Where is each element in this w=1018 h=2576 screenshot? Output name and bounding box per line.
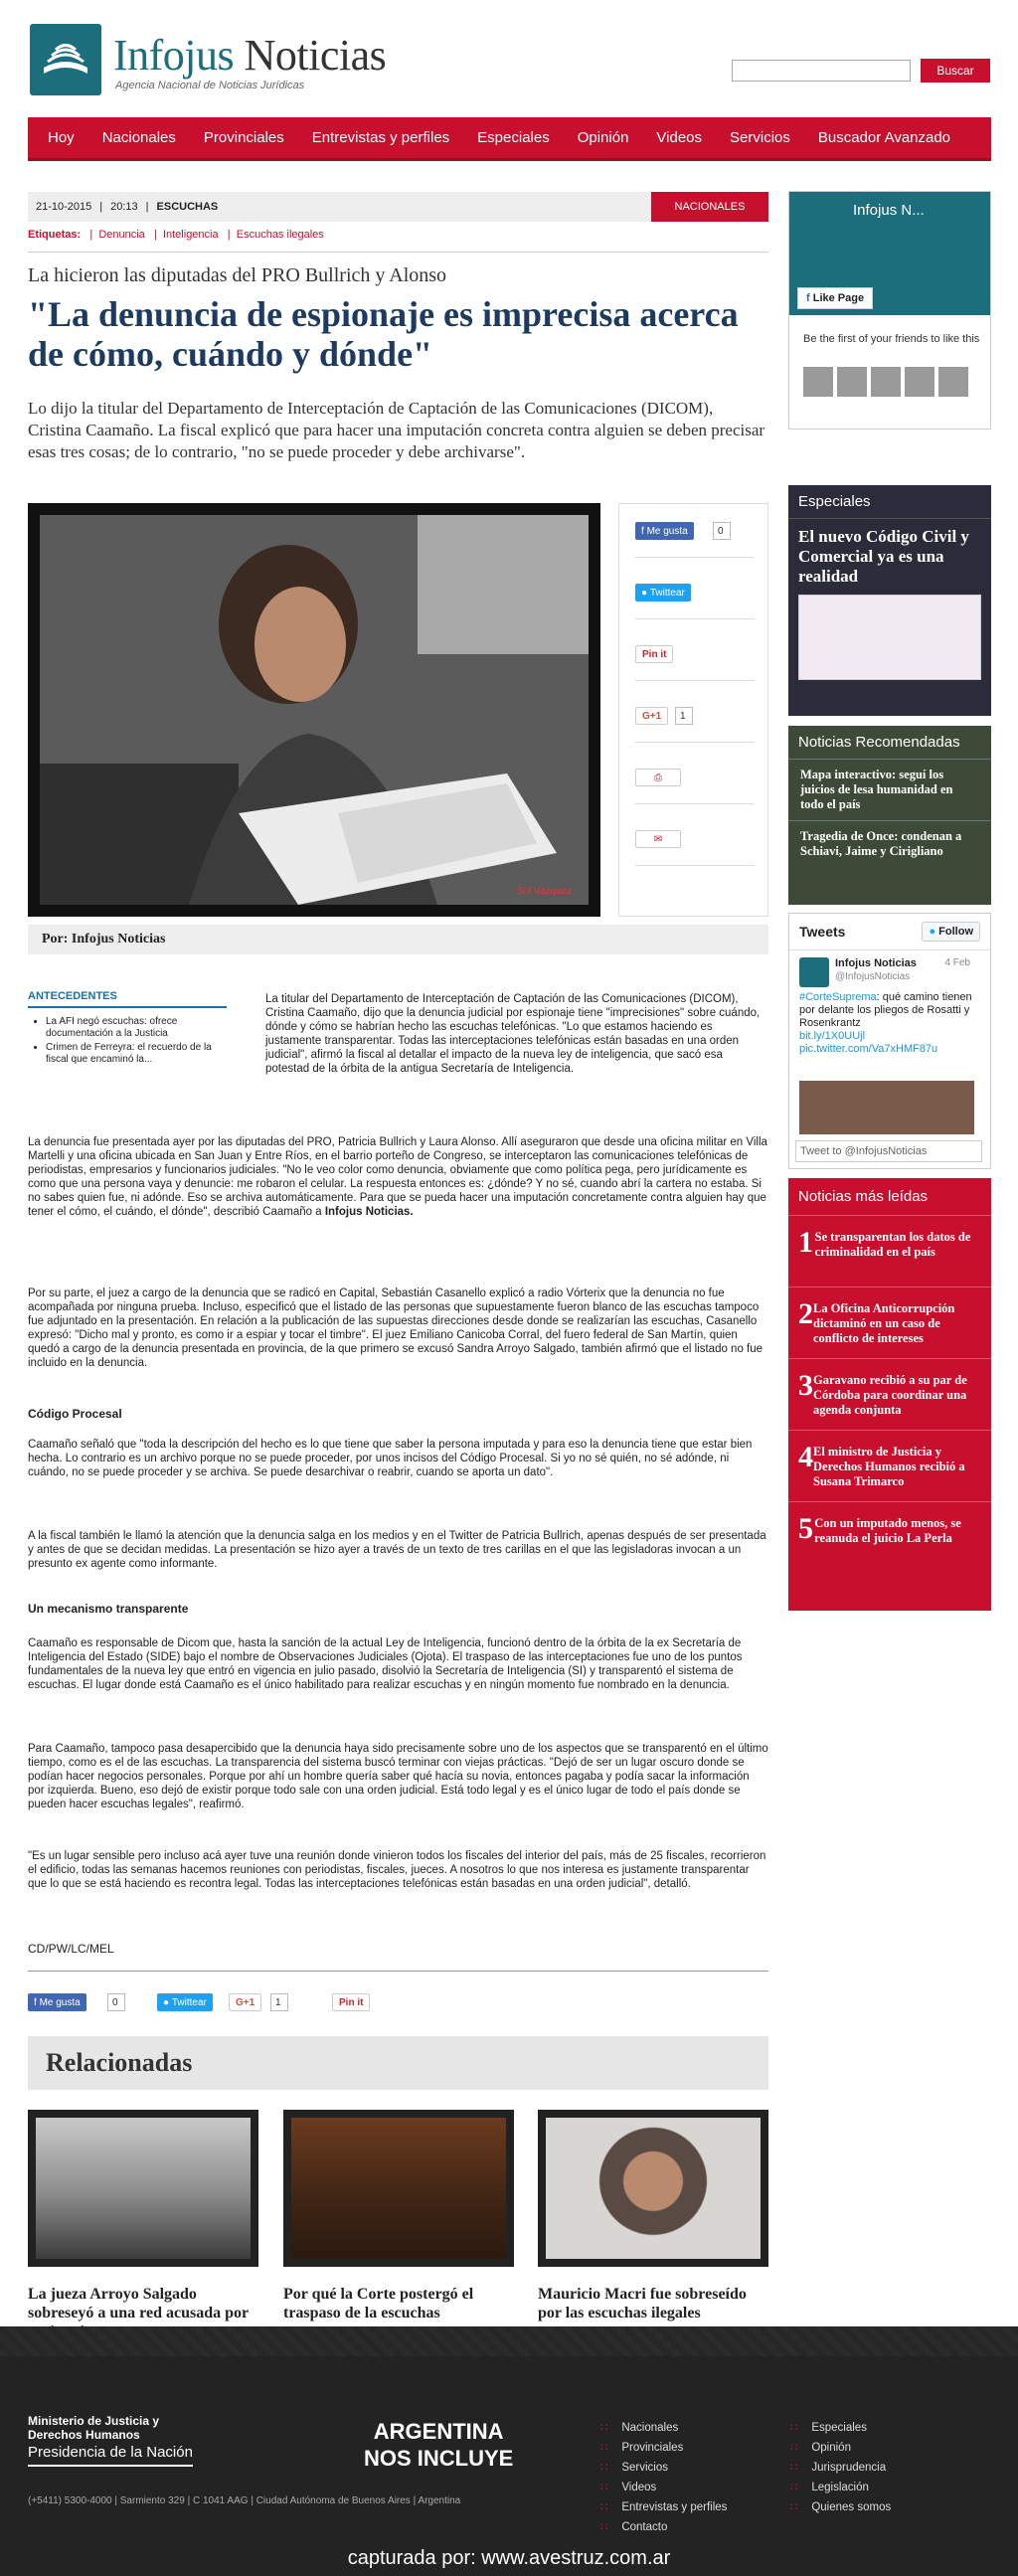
tweet-to-input[interactable]: Tweet to @InfojusNoticias — [795, 1140, 982, 1162]
article-subhead: Un mecanismo transparente — [28, 1602, 189, 1616]
mas-leida-item[interactable]: 3 Garavano recibió a su par de Córdoba para coordinar una agenda conjunta — [788, 1359, 991, 1431]
gplus-button[interactable]: G+1 — [635, 707, 668, 725]
article-paragraph: La titular del Departamento de Interceptación de Captación de las Comunicaciones (DICOM), Cristina Caamaño, dijo que la denuncia judicial por espionaje tiene "imprecisiones" sobre cuándo, dónde y cómo se habrían hecho las escuchas telefónicas. "Lo que estamos haciendo es justamente transparentar. Todas las interceptaciones telefónicas están basadas en una orden judicial", afirmó la fiscal al detallar el impacto de la nueva ley de inteligencia, que sacó esa potestad de la órbita de la antigua Secretaría de Inteligencia. — [265, 993, 761, 1075]
pinterest-button[interactable]: Pin it — [635, 645, 673, 663]
section-tag[interactable]: NACIONALES — [651, 192, 768, 222]
pinterest-button[interactable]: Pin it — [332, 1993, 370, 2011]
facebook-friend-avatars — [803, 367, 968, 397]
twitter-share-button[interactable]: ● Twittear — [635, 584, 691, 601]
mas-leida-item[interactable]: 4 El ministro de Justicia y Derechos Humanos recibió a Susana Trimarco — [788, 1431, 991, 1502]
mas-leida-item[interactable]: 1 Se transparentan los datos de criminalidad en el país — [788, 1216, 991, 1288]
article-paragraph: Caamaño es responsable de Dicom que, hasta la sanción de la actual Ley de Inteligencia, funcionó dentro de la órbita de la ex Secretaría de Inteligencia del Estado (SIDE) bajo el nombre de Observaciones Judiciales (Ojota). El traspaso de las interceptaciones fue uno de los puntos fundamentales de la nueva ley que entró en vigencia en julio pasado, disolvió la Secretaría de Inteligencia (SI) y transparentó el sistema de escuchas. El lugar donde está Caamaño es el único habilitado para realizar escuchas y en ningún momento fue nombrado en la denuncia. — [28, 1637, 743, 1691]
related-image[interactable] — [28, 2110, 258, 2267]
nav-item-especiales[interactable]: Especiales — [477, 129, 550, 146]
tag-link[interactable]: Escuchas ilegales — [236, 229, 324, 241]
gplus-button[interactable]: G+1 — [229, 1993, 261, 2011]
related-card[interactable] — [28, 2110, 258, 2341]
facebook-like-page-button[interactable]: f Like Page — [797, 287, 873, 309]
nav-item-hoy[interactable]: Hoy — [48, 129, 75, 146]
avatar[interactable] — [871, 367, 901, 397]
avatar[interactable] — [837, 367, 867, 397]
related-card[interactable] — [538, 2110, 768, 2322]
tweets-title: Tweets — [799, 924, 846, 940]
mas-leidas-title: Noticias más leídas — [788, 1178, 991, 1216]
especiales-box — [788, 485, 991, 716]
search-button[interactable]: Buscar — [921, 59, 990, 83]
nav-item-entrevistas[interactable]: Entrevistas y perfiles — [311, 129, 450, 146]
twitter-icon: ● — [641, 587, 650, 599]
recomendada-link[interactable]: Tragedia de Once: condenan a Schiavi, Jaime y Cirigliano — [800, 829, 962, 858]
photo-credit: Sol Vazquez. — [516, 886, 575, 897]
facebook-icon: f — [641, 525, 647, 537]
article-paragraph: Por su parte, el juez a cargo de la denuncia que se radicó en Capital, Sebastián Casanello explicó a radio Vórterix que la denuncia no fue acompañada por ninguna prueba. Incluso, especificó que el listado de las personas que supuestamente fueron blanco de las escuchas tampoco fue adjuntado en la presentación. En relación a la publicación de las supuestas direcciones desde donde se realizarían las escuchas, Casanello expresó: "Dicho mal y pronto, es como ir a espiar y tocar el timbre". El juez Emiliano Canicoba Corral, del fuero federal de San Martín, quien quedó a cargo de la denuncia presentada en provincia, de la que primero se excusó Sandra Arroyo Salgado, también afirmó que el listado no fue incluido en la denuncia. — [28, 1288, 764, 1369]
footer-links-col1 — [600, 2418, 727, 2537]
nav-item-nacionales[interactable]: Nacionales — [101, 129, 176, 146]
avatar[interactable] — [803, 367, 833, 397]
footer-link[interactable]: ∷ Contacto — [600, 2517, 727, 2537]
logo-title[interactable]: Infojus Noticias — [113, 31, 387, 80]
tags-label: Etiquetas: — [28, 229, 82, 241]
article-photo — [28, 503, 600, 917]
facebook-friends-text: Be the first of your friends to like this — [803, 333, 980, 345]
facebook-like-button[interactable]: f Me gusta — [28, 1993, 86, 2011]
main-nav — [28, 117, 991, 161]
logo-book-icon[interactable] — [30, 24, 101, 95]
footer-link[interactable]: ∷ Videos — [600, 2478, 727, 2497]
facebook-icon: f — [34, 1996, 40, 2008]
related-image[interactable] — [538, 2110, 768, 2267]
email-icon[interactable]: ✉ — [635, 830, 681, 848]
footer-link[interactable]: ∷ Servicios — [600, 2458, 727, 2478]
footer-presidency[interactable]: Presidencia de la Nación — [28, 2444, 193, 2467]
facebook-page-name[interactable]: Infojus N... — [853, 202, 925, 219]
divider — [28, 1971, 768, 1972]
mas-leida-item[interactable]: 5 Con un imputado menos, se reanuda el juicio La Perla — [798, 1512, 961, 1545]
gplus-count: 1 — [675, 707, 693, 725]
related-image[interactable] — [283, 2110, 514, 2267]
print-icon[interactable]: ⎙ — [635, 769, 681, 786]
especiales-title: Especiales — [788, 485, 991, 519]
tweet-author[interactable]: Infojus Noticias — [835, 957, 917, 969]
footer-links-col2 — [790, 2418, 891, 2517]
twitter-widget — [788, 913, 991, 1169]
article-paragraph: Caamaño señaló que "toda la descripción del hecho es lo que tiene que saber la persona imputada y para eso la denuncia tiene que estar bien hecha. Lo contrario es un archivo porque no se puede proceder, por unos incisos del Código Procesal. Si yo no sé quién, no sé adónde, ni cuándo, no se puede proceder y se archiva. Se puede desarchivar o reabrir, cuando se aporta un dato". — [28, 1439, 753, 1478]
facebook-icon: f — [806, 292, 813, 304]
share-row-facebook — [635, 512, 755, 558]
recomendada-link[interactable]: Mapa interactivo: seguí los juicios de lesa humanidad en todo el país — [788, 760, 991, 821]
article-paragraph: Para Caamaño, tampoco pasa desapercibido que la denuncia haya sido precisamente sobre uno de los aspectos que se transparentó en el último tiempo, como es el de las escuchas. La transparencia del sistema buscó terminar con viejas prácticas. "Dejó de ser un lugar oscuro donde se podían hacer negocios personales. Porque por ahí un hombre quería saber qué hacía su novia, entonces pagaba y podía sacar la información por izquierda. Bueno, eso dejó de existir porque todo sale con una orden judicial. Está todo legal y es el único lugar de todo el país donde se pueden hacer escuchas legales", reafirmó. — [28, 1743, 768, 1810]
article-byline: Por: Infojus Noticias — [28, 925, 768, 954]
antecedente-link[interactable]: Crimen de Ferreyra: el recuerdo de la fiscal que encaminó la... — [46, 1042, 212, 1065]
footer-link[interactable]: ∷ Entrevistas y perfiles — [600, 2497, 727, 2517]
avatar[interactable] — [938, 367, 968, 397]
photo-image — [40, 515, 589, 905]
twitter-follow-button[interactable]: ● Follow — [922, 922, 980, 942]
article-headline: "La denuncia de espionaje es imprecisa acerca de cómo, cuándo y dónde" — [28, 294, 739, 374]
article-lead: Lo dijo la titular del Departamento de Interceptación de Captación de las Comunicaciones (DICOM), Cristina Caamaño. La fiscal explicó que para hacer una imputación concreta contra alguien se deben precisar esas tres cosas; de lo contrario, "no se puede proceder y debe archivarse". — [28, 399, 765, 461]
footer-ministry[interactable]: Ministerio de Justicia y Derechos Humanos — [28, 2414, 160, 2442]
share-row-twitter — [635, 574, 755, 619]
mas-leida-item[interactable]: 2 La Oficina Anticorrupción dictaminó en un caso de conflicto de intereses — [788, 1288, 991, 1359]
twitter-share-button[interactable]: ● Twittear — [157, 1993, 213, 2011]
facebook-like-count: 0 — [713, 522, 731, 540]
facebook-like-button[interactable]: f Me gusta — [635, 522, 694, 540]
tweet-handle[interactable]: @InfojusNoticias — [835, 971, 911, 982]
share-row-email — [635, 820, 755, 866]
footer-link[interactable]: ∷ Legislación — [790, 2478, 891, 2497]
nav-item-buscador[interactable]: Buscador Avanzado — [817, 129, 951, 146]
share-row-print — [635, 759, 755, 804]
article-subhead: Código Procesal — [28, 1407, 122, 1421]
related-title: Relacionadas — [28, 2036, 768, 2090]
avatar[interactable] — [905, 367, 934, 397]
logo-subtitle: Agencia Nacional de Noticias Jurídicas — [115, 80, 305, 91]
nav-item-provinciales[interactable]: Provinciales — [203, 129, 284, 146]
nav-item-opinion[interactable]: Opinión — [577, 129, 629, 146]
tweet-image[interactable] — [799, 1081, 974, 1134]
antecedentes-title: ANTECEDENTES — [28, 990, 227, 1008]
bottom-share-bar — [28, 1991, 768, 2015]
tag-link[interactable]: Inteligencia — [162, 229, 219, 241]
footer-link[interactable]: ∷ Provinciales — [600, 2438, 727, 2458]
share-box — [618, 503, 768, 917]
nav-item-videos[interactable]: Videos — [656, 129, 703, 146]
article-time: 20:13 — [110, 201, 138, 213]
antecedente-link[interactable]: La AFI negó escuchas: ofrece documentación a la Justicia — [46, 1016, 178, 1039]
article-signoff: CD/PW/LC/MEL — [28, 1942, 114, 1956]
article-section-label: ESCUCHAS — [156, 201, 219, 213]
search-input[interactable] — [732, 60, 911, 82]
especiales-image[interactable] — [798, 595, 981, 680]
article-paragraph: La denuncia fue presentada ayer por las diputadas del PRO, Patricia Bullrich y Laura Alonso. Allí aseguraron que desde una oficina militar en Villa Martelli y una oficina ubicada en San Juan y Entre Ríos, en el barrio porteño de Congreso, se interceptaron las comunicaciones telefónicas de periodistas, empresarios y funcionarios judiciales. "No le veo color como denuncia, obviamente que como política pega, pero jurídicamente es como que una persona vaya y denuncie: me robaron el celular. La respuesta entonces es: ¿dónde? Y no sé, cuando abrí la cartera no estaba. Si no sabes quien fue, ni adónde. Eso se archiva automáticamente. Para que se pueda hacer una imputación concretamente contra alguien hay que tener el cómo, el cuándo, el dónde", describió Caamaño a Infojus Noticias. — [28, 1136, 767, 1218]
facebook-like-count: 0 — [107, 1993, 125, 2011]
recomendadas-box — [788, 726, 991, 905]
article-date: 21-10-2015 — [36, 201, 92, 213]
mas-leidas-box — [788, 1178, 991, 1611]
avatar[interactable] — [799, 957, 829, 987]
footer-argentina-logo: ARGENTINA NOS INCLUYE — [364, 2419, 514, 2471]
facebook-page-widget — [788, 191, 991, 429]
antecedentes-box — [28, 990, 227, 1068]
tweet-text: #CorteSuprema: qué camino tienen por delante los pliegos de Rosatti y Rosenkrantz bit.ly/1X0UUjl pic.twitter.com/Va7xHMF87u — [799, 991, 972, 1055]
footer-link[interactable]: ∷ Especiales — [790, 2418, 891, 2438]
recomendadas-title: Noticias Recomendadas — [788, 726, 991, 760]
tweet-date[interactable]: 4 Feb — [944, 957, 970, 968]
site-header — [28, 20, 991, 99]
site-footer — [0, 2326, 1018, 2576]
related-card-title[interactable]: La jueza Arroyo Salgado sobreseyó a una red acusada por — [28, 2286, 249, 2321]
footer-address: (+5411) 5300-4000 | Sarmiento 329 | C 1041 AAG | Ciudad Autónoma de Buenos Aires | Argentina — [28, 2495, 461, 2506]
article-meta-bar: 21-10-2015 | 20:13 | ESCUCHAS NACIONALES — [28, 192, 768, 222]
capture-watermark: capturada por: www.avestruz.com.ar — [347, 2547, 671, 2569]
footer-link[interactable]: ∷ Quienes somos — [790, 2497, 891, 2517]
tags-row: Etiquetas: | Denuncia | Inteligencia | Escuchas ilegales — [28, 229, 324, 241]
twitter-icon: ● — [929, 926, 939, 938]
footer-link[interactable]: ∷ Nacionales — [600, 2418, 727, 2438]
facebook-cover[interactable] — [789, 192, 990, 315]
footer-link[interactable]: ∷ Jurisprudencia — [790, 2458, 891, 2478]
divider — [28, 252, 768, 253]
article-paragraph: "Es un lugar sensible pero incluso acá ayer tuve una reunión donde vinieron todos los fiscales del interior del país, más de 25 fiscales, recorrieron el edificio, todas las semanas hacemos reuniones con periodistas, fiscales, jueces. A nosotros lo que nos interesa es justamente transparentar que lo que se está haciendo es recontra legal. Todas las interceptaciones telefónicas están basadas en una orden judicial", detalló. — [28, 1850, 766, 1890]
related-card-title[interactable]: Por qué la Corte postergó el traspaso de la escuchas — [283, 2286, 474, 2321]
share-row-pinterest — [635, 635, 755, 681]
related-card[interactable] — [283, 2110, 514, 2322]
nav-item-servicios[interactable]: Servicios — [730, 129, 790, 146]
twitter-icon: ● — [163, 1996, 172, 2008]
article-kicker: La hicieron las diputadas del PRO Bullrich y Alonso — [28, 264, 447, 286]
article-paragraph: A la fiscal también le llamó la atención que la denuncia salga en los medios y en el Twitter de Patricia Bullrich, apenas después de ser presentada y antes de que se decidan medidas. La presentación se hizo ayer a través de un texto de tres carillas en el que las legisladoras invocan a un presunto ex agente como informante. — [28, 1530, 766, 1570]
related-card-title[interactable]: Mauricio Macri fue sobreseído por las escuchas ilegales — [538, 2286, 747, 2321]
tag-link[interactable]: Denuncia — [98, 229, 145, 241]
footer-link[interactable]: ∷ Opinión — [790, 2438, 891, 2458]
especiales-headline[interactable]: El nuevo Código Civil y Comercial ya es una realidad — [798, 527, 969, 586]
gplus-count: 1 — [270, 1993, 288, 2011]
share-row-gplus — [635, 697, 755, 743]
